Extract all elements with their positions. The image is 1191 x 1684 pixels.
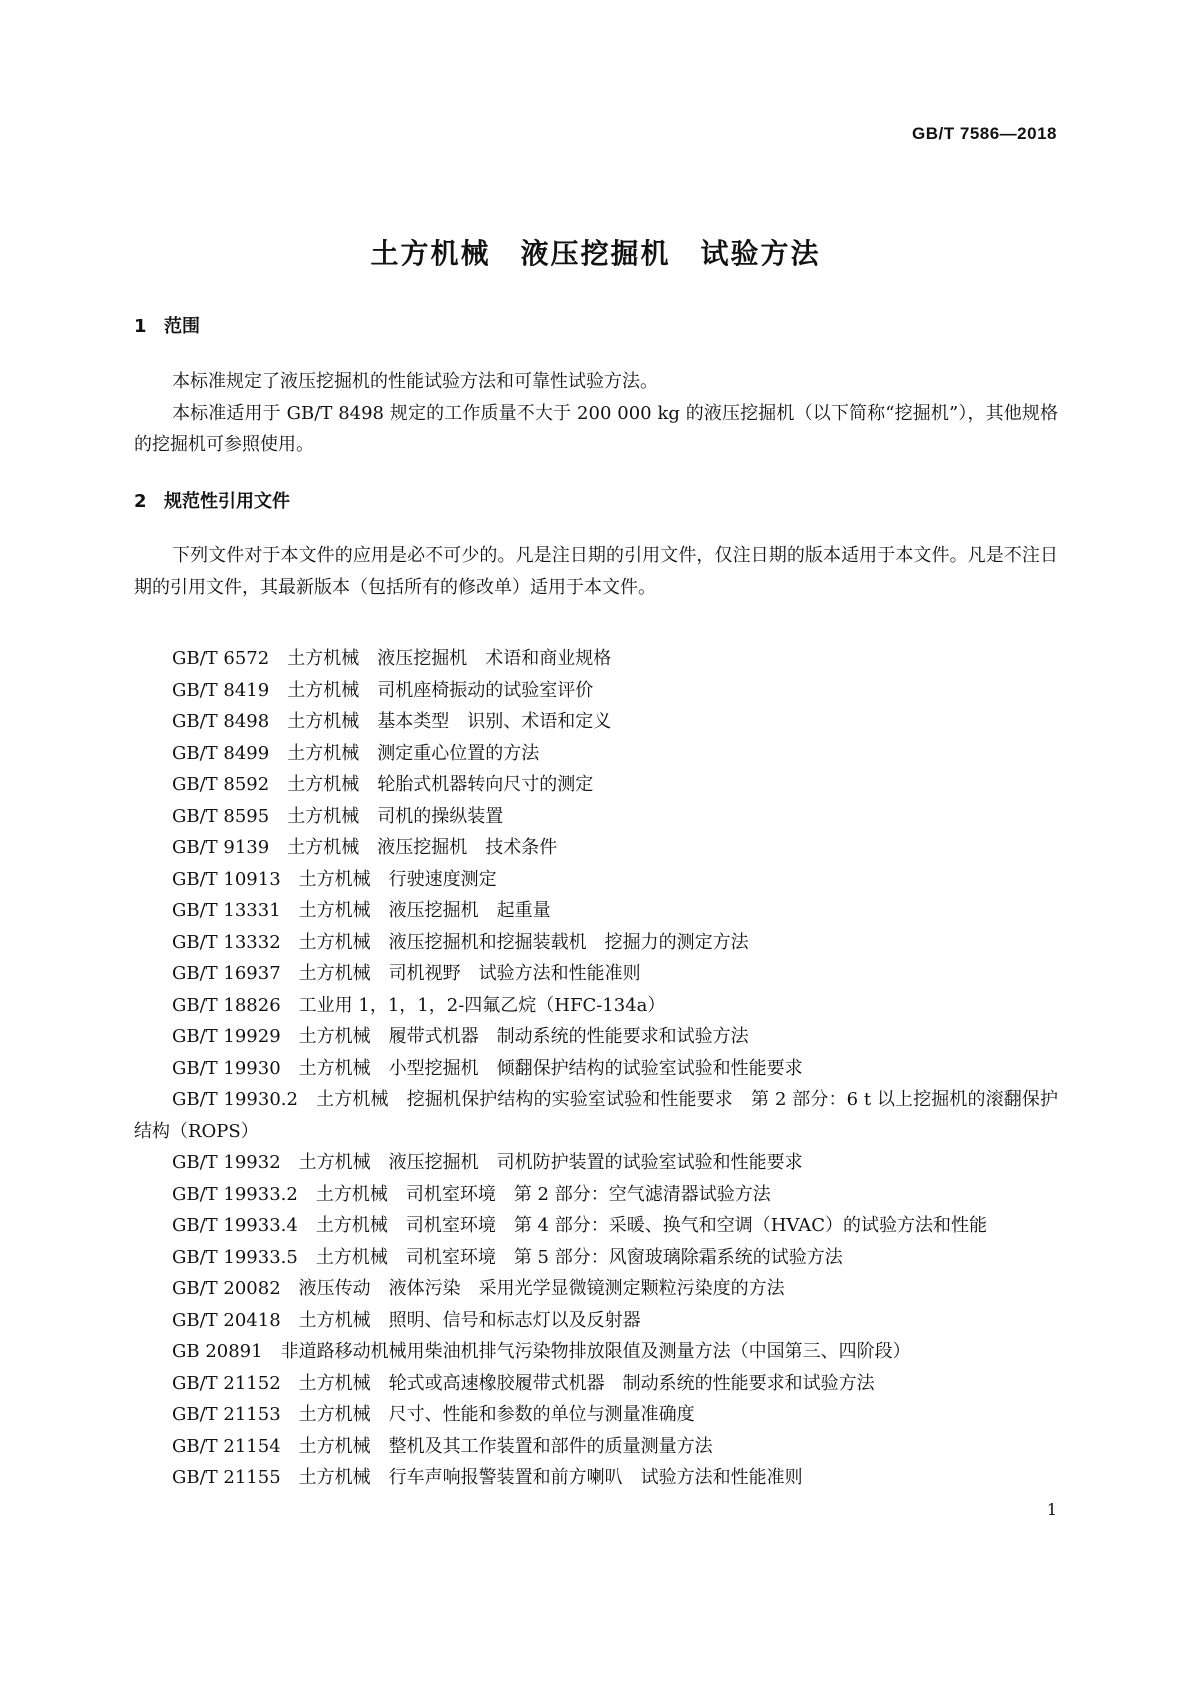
section-1-paragraph: 本标准规定了液压挖掘机的性能试验方法和可靠性试验方法。	[172, 371, 658, 392]
reference-item: GB/T 8595 土方机械 司机的操纵装置	[172, 805, 504, 827]
section-1-heading	[134, 312, 200, 338]
reference-item: GB/T 8419 土方机械 司机座椅振动的试验室评价	[172, 679, 594, 701]
reference-item: GB/T 19933.5 土方机械 司机室环境 第 5 部分：风窗玻璃除霜系统的试验方法	[172, 1246, 843, 1268]
section-2-heading	[134, 487, 290, 513]
reference-item: GB/T 8592 土方机械 轮胎式机器转向尺寸的测定	[172, 774, 594, 795]
reference-item: GB/T 16937 土方机械 司机视野 试验方法和性能准则	[172, 963, 641, 984]
reference-item: GB/T 8499 土方机械 测定重心位置的方法	[172, 742, 540, 764]
reference-item: GB/T 6572 土方机械 液压挖掘机 术语和商业规格	[172, 648, 612, 669]
reference-item: GB/T 19933.4 土方机械 司机室环境 第 4 部分：采暖、换气和空调（HVAC）的试验方法和性能	[172, 1215, 987, 1236]
section-2-intro	[134, 540, 1058, 603]
page-number: 1	[1046, 1500, 1057, 1519]
reference-item: GB 20891 非道路移动机械用柴油机排气污染物排放限值及测量方法（中国第三、四阶段）	[172, 1341, 911, 1362]
reference-item: GB/T 13331 土方机械 液压挖掘机 起重量	[172, 900, 551, 921]
reference-item: GB/T 21152 土方机械 轮式或高速橡胶履带式机器 制动系统的性能要求和试验方法	[172, 1372, 875, 1394]
section-1-body	[134, 366, 1058, 461]
reference-item: GB/T 20082 液压传动 液体污染 采用光学显微镜测定颗粒污染度的方法	[172, 1278, 785, 1299]
reference-item: GB/T 19932 土方机械 液压挖掘机 司机防护装置的试验室试验和性能要求	[172, 1152, 803, 1173]
section-2-title: 规范性引用文件	[164, 491, 290, 512]
document-title: 土方机械 液压挖掘机 试验方法	[370, 237, 821, 270]
standard-code: GB/T 7586—2018	[912, 124, 1057, 143]
reference-item: GB/T 9139 土方机械 液压挖掘机 技术条件	[172, 837, 558, 858]
section-1-title: 范围	[164, 316, 200, 337]
section-2-intro-paragraph: 下列文件对于本文件的应用是必不可少的。凡是注日期的引用文件，仅注日期的版本适用于本文件。凡是不注日期的引用文件，其最新版本（包括所有的修改单）适用于本文件。	[134, 545, 1058, 598]
reference-item: GB/T 21154 土方机械 整机及其工作装置和部件的质量测量方法	[172, 1435, 713, 1457]
reference-item: GB/T 19933.2 土方机械 司机室环境 第 2 部分：空气滤清器试验方法	[172, 1183, 771, 1205]
reference-item: GB/T 21153 土方机械 尺寸、性能和参数的单位与测量准确度	[172, 1404, 695, 1425]
section-1-number: 1	[134, 316, 147, 337]
reference-item: GB/T 10913 土方机械 行驶速度测定	[172, 868, 497, 890]
reference-item: GB/T 13332 土方机械 液压挖掘机和挖掘装载机 挖掘力的测定方法	[172, 931, 749, 953]
reference-item: GB/T 19929 土方机械 履带式机器 制动系统的性能要求和试验方法	[172, 1026, 749, 1047]
section-1-paragraph: 本标准适用于 GB/T 8498 规定的工作质量不大于 200 000 kg 的液压挖掘机（以下简称“挖掘机”），其他规格的挖掘机可参照使用。	[134, 402, 1058, 455]
reference-item: GB/T 21155 土方机械 行车声响报警装置和前方喇叭 试验方法和性能准则	[172, 1467, 803, 1488]
reference-item: GB/T 20418 土方机械 照明、信号和标志灯以及反射器	[172, 1309, 641, 1331]
reference-item: GB/T 18826 工业用 1，1，1，2-四氟乙烷（HFC-134a）	[172, 994, 666, 1016]
section-2-number: 2	[134, 491, 147, 512]
reference-item: GB/T 19930.2 土方机械 挖掘机保护结构的实验室试验和性能要求 第 2 部分：6 t 以上挖掘机的滚翻保护结构（ROPS）	[134, 1089, 1058, 1142]
reference-item: GB/T 19930 土方机械 小型挖掘机 倾翻保护结构的试验室试验和性能要求	[172, 1057, 803, 1079]
reference-item: GB/T 8498 土方机械 基本类型 识别、术语和定义	[172, 711, 612, 732]
normative-references-list	[134, 643, 1058, 1494]
